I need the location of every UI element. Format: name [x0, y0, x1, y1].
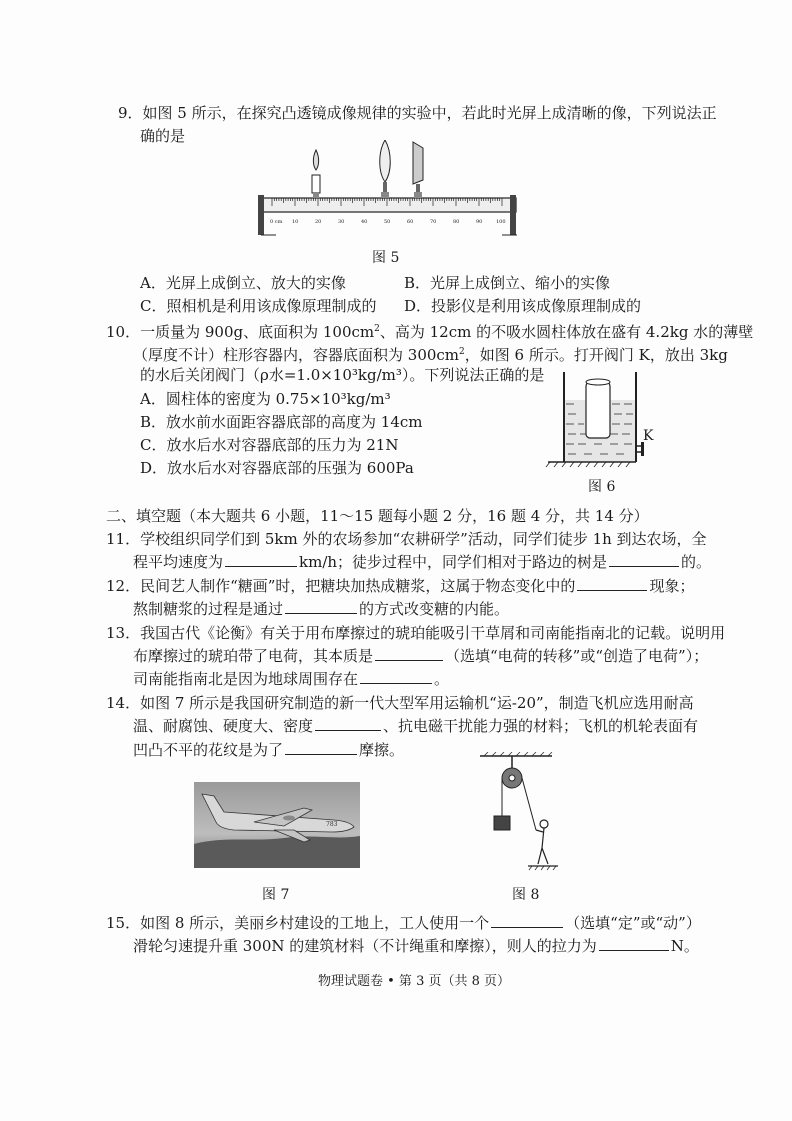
q10-stem-line2: （厚度不计）柱形容器内，容器底面积为 $300cm^2$，如图 6 所示。打开阀门 K，放出 3kg [133, 346, 728, 364]
q11-line1: 11．学校组织同学们到 5km 外的农场参加“农耕研学”活动，同学们徒步 1h 到达农场，全 [106, 530, 707, 548]
figure-8-caption: 图 8 [512, 887, 540, 903]
figure-5-optical-bench [258, 140, 520, 240]
figure-5-caption: 图 5 [372, 250, 400, 266]
svg-text:20: 20 [315, 219, 322, 225]
svg-text:70: 70 [430, 219, 437, 225]
q9-option-b: B．光屏上成倒立、缩小的实像 [404, 274, 611, 292]
svg-text:40: 40 [361, 219, 368, 225]
answer-blank [609, 552, 679, 567]
answer-blank [285, 599, 357, 614]
cylinder-icon [586, 382, 610, 438]
q14-line2: 温、耐腐蚀、硬度大、密度 、抗电磁干扰能力强的材料；飞机的机轮表面有 [133, 717, 699, 735]
answer-blank [599, 936, 669, 951]
q13-line1: 13．我国古代《论衡》有关于用布摩擦过的琥珀能吸引干草屑和司南能指南北的记载。说明用 [106, 624, 726, 642]
light-screen-icon [413, 142, 423, 198]
convex-lens-icon [380, 140, 391, 198]
q11-line2: 程平均速度为 km/h；徒步过程中，同学们相对于路边的树是 的。 [133, 553, 712, 571]
figure-6-container [544, 370, 664, 468]
svg-text:100: 100 [496, 219, 506, 225]
answer-blank [577, 576, 647, 591]
svg-text:30: 30 [338, 219, 345, 225]
q10-stem-line3: 的水后关闭阀门（ρ水=1.0×10³kg/m³）。下列说法正确的是 [140, 366, 545, 384]
q10-option-d: D．放水后水对容器底部的压强为 600Pa [140, 459, 414, 477]
svg-text:90: 90 [476, 219, 483, 225]
q10-stem-line1: 10．一质量为 900g、底面积为 $100cm^2$、高为 12cm 的不吸水圆柱体放在盛有 4.2kg 水的薄壁 [106, 323, 754, 341]
q13-line3: 司南能指南北是因为地球周围存在 。 [133, 670, 450, 688]
svg-text:80: 80 [453, 219, 460, 225]
pulley-wheel-icon [502, 768, 522, 788]
answer-blank [225, 552, 297, 567]
q12-line1: 12．民间艺人制作“糖画”时，把糖块加热成糖浆，这属于物态变化中的 现象； [106, 577, 695, 595]
q15-line2: 滑轮匀速提升重 300N 的建筑材料（不计绳重和摩擦），则人的拉力为 N。 [133, 937, 699, 955]
q9-stem-line2: 确的是 [140, 127, 186, 145]
q9-option-a: A．光屏上成倒立、放大的实像 [140, 274, 346, 292]
figure-7-caption: 图 7 [262, 887, 290, 903]
valve-label: K [643, 428, 654, 444]
section-2-header: 二、填空题（本大题共 6 小题，11～15 题每小题 2 分，16 题 4 分，共 14 分） [106, 507, 649, 525]
weight-block-icon [494, 816, 510, 830]
answer-blank [360, 669, 432, 684]
answer-blank [375, 646, 443, 661]
answer-blank [491, 913, 563, 928]
answer-blank [315, 716, 381, 731]
q9-option-d: D．投影仪是利用该成像原理制成的 [404, 297, 642, 315]
figure-8-pulley-diagram [478, 752, 558, 874]
figure-6-caption: 图 6 [588, 479, 616, 495]
svg-text:0 cm: 0 cm [270, 219, 283, 225]
q14-line1: 14．如图 7 所示是我国研究制造的新一代大型军用运输机“运-20”，制造飞机应选用耐高 [106, 694, 694, 712]
candle-icon [312, 150, 320, 198]
q13-line2: 布摩擦过的琥珀带了电荷，其本质是 （选填“电荷的转移”或“创造了电荷”）； [133, 647, 709, 665]
q14-line3: 凹凸不平的花纹是为了 摩擦。 [133, 741, 405, 759]
q15-line1: 15．如图 8 所示，美丽乡村建设的工地上，工人使用一个 （选填“定”或“动”） [106, 914, 701, 932]
svg-text:783: 783 [326, 821, 338, 828]
q10-option-a: A．圆柱体的密度为 0.75×10³kg/m³ [140, 390, 391, 408]
svg-text:10: 10 [292, 219, 299, 225]
answer-blank [285, 740, 357, 755]
q9-stem-line1: 9．如图 5 所示，在探究凸透镜成像规律的实验中，若此时光屏上成清晰的像，下列说法正 [118, 104, 717, 122]
figure-7-transport-plane-photo [194, 782, 360, 868]
svg-text:50: 50 [384, 219, 391, 225]
q10-option-c: C．放水后水对容器底部的压力为 21N [140, 436, 399, 454]
valve-icon [641, 442, 644, 456]
q9-option-c: C．照相机是利用该成像原理制成的 [140, 297, 377, 315]
q12-line2: 熬制糖浆的过程是通过 的方式改变糖的内能。 [133, 600, 510, 618]
page-footer: 物理试题卷 • 第 3 页（共 8 页） [318, 974, 511, 989]
q10-option-b: B．放水前水面距容器底部的高度为 14cm [140, 413, 423, 431]
svg-text:60: 60 [407, 219, 414, 225]
worker-icon [536, 820, 548, 864]
